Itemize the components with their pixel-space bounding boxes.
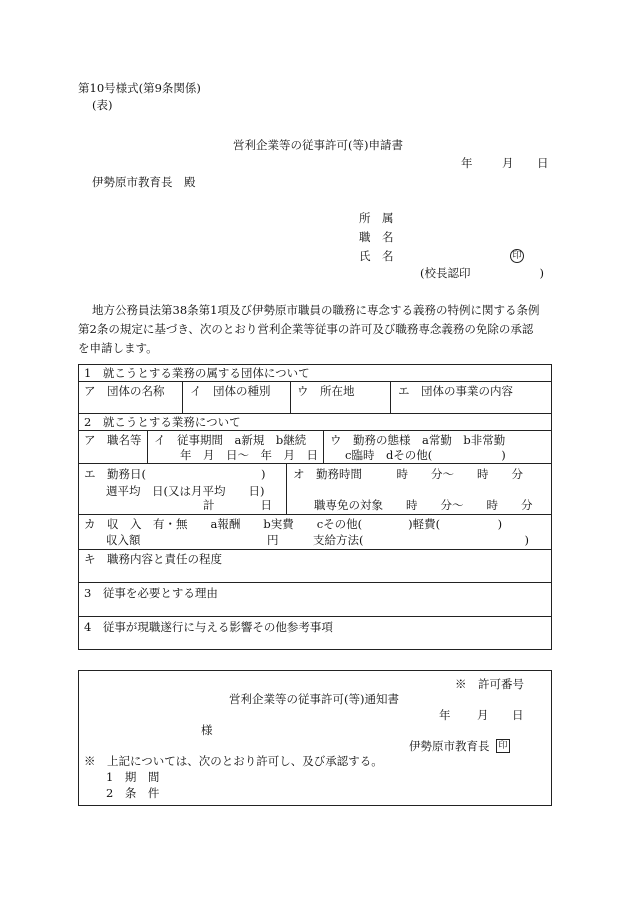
body-line-2: 第2条の規定に基づき、次のとおり営利企業等従事の許可及び職務専念義務の免除の承認 — [78, 322, 534, 336]
section-4-impact: 4 従事が現職遂行に与える影響その他参考事項 — [84, 620, 333, 634]
work-days-total: 計 日 — [203, 498, 272, 512]
income-amount: 収入額 円 支給方法( ) — [106, 533, 529, 547]
notice-addressee: 様 — [201, 723, 213, 737]
notice-title: 営利企業等の従事許可(等)通知書 — [229, 692, 399, 706]
notice-statement: ※ 上記については、次のとおり許可し、及び承認する。 — [84, 754, 383, 768]
notice-date-month: 月 — [477, 708, 489, 722]
org-name-label: ア 団体の名称 — [84, 384, 165, 398]
name-label: 氏 名 — [359, 249, 394, 263]
income-label: カ 収 入 有・無 a報酬 b実費 cその他( )軽費( ) — [84, 517, 503, 531]
org-type-label: イ 団体の種別 — [190, 384, 271, 398]
weekly-average: 週平均 日(又は月平均 日) — [106, 484, 265, 498]
job-title-label: ア 職名等 — [84, 433, 142, 447]
section-1-title: 1 就こうとする業務の属する団体について — [84, 366, 310, 380]
work-style-label: ウ 勤務の態様 a常勤 b非常勤 — [330, 433, 506, 447]
application-title: 営利企業等の従事許可(等)申請書 — [233, 138, 403, 152]
body-line-1: 地方公務員法第38条第1項及び伊勢原市職員の職務に専念する義務の特例に関する条例 — [92, 303, 540, 317]
notice-date-day: 日 — [512, 708, 524, 722]
application-addressee: 伊勢原市教育長 殿 — [92, 175, 196, 189]
duties-label: キ 職務内容と責任の程度 — [84, 552, 222, 566]
notice-item-conditions: 2 条 件 — [106, 786, 160, 800]
permit-number-label: ※ 許可番号 — [455, 677, 524, 691]
application-date-year: 年 — [461, 156, 473, 170]
duty-exemption-hours: 職専免の対象 時 分～ 時 分 — [314, 498, 533, 512]
body-line-3: を申請します。 — [78, 341, 158, 355]
notice-issuer: 伊勢原市教育長 — [409, 739, 490, 753]
work-style-other: c臨時 dその他( ) — [345, 448, 506, 462]
org-business-label: エ 団体の事業の内容 — [398, 384, 513, 398]
notice-item-period: 1 期 間 — [106, 770, 160, 784]
work-period-range: 年 月 日～ 年 月 日 — [180, 448, 318, 462]
application-date-day: 日 — [537, 156, 549, 170]
affiliation-label: 所 属 — [359, 211, 394, 225]
application-date-month: 月 — [502, 156, 514, 170]
applicant-seal-icon: 印 — [510, 249, 524, 263]
position-label: 職 名 — [359, 230, 394, 244]
notice-date-year: 年 — [439, 708, 451, 722]
principal-seal: (校長認印 ) — [420, 266, 544, 280]
work-hours-label: オ 勤務時間 時 分～ 時 分 — [293, 467, 523, 481]
work-days-label: エ 勤務日( ) — [84, 467, 266, 481]
org-location-label: ウ 所在地 — [297, 384, 355, 398]
form-number: 第10号様式(第9条関係) — [78, 81, 201, 95]
work-period-label: イ 従事期間 a新規 b継続 — [154, 433, 307, 447]
issuer-seal-icon: 印 — [496, 739, 510, 753]
section-3-reason: 3 従事を必要とする理由 — [84, 586, 218, 600]
form-side: (表) — [92, 98, 113, 112]
section-2-title: 2 就こうとする業務について — [84, 415, 241, 429]
